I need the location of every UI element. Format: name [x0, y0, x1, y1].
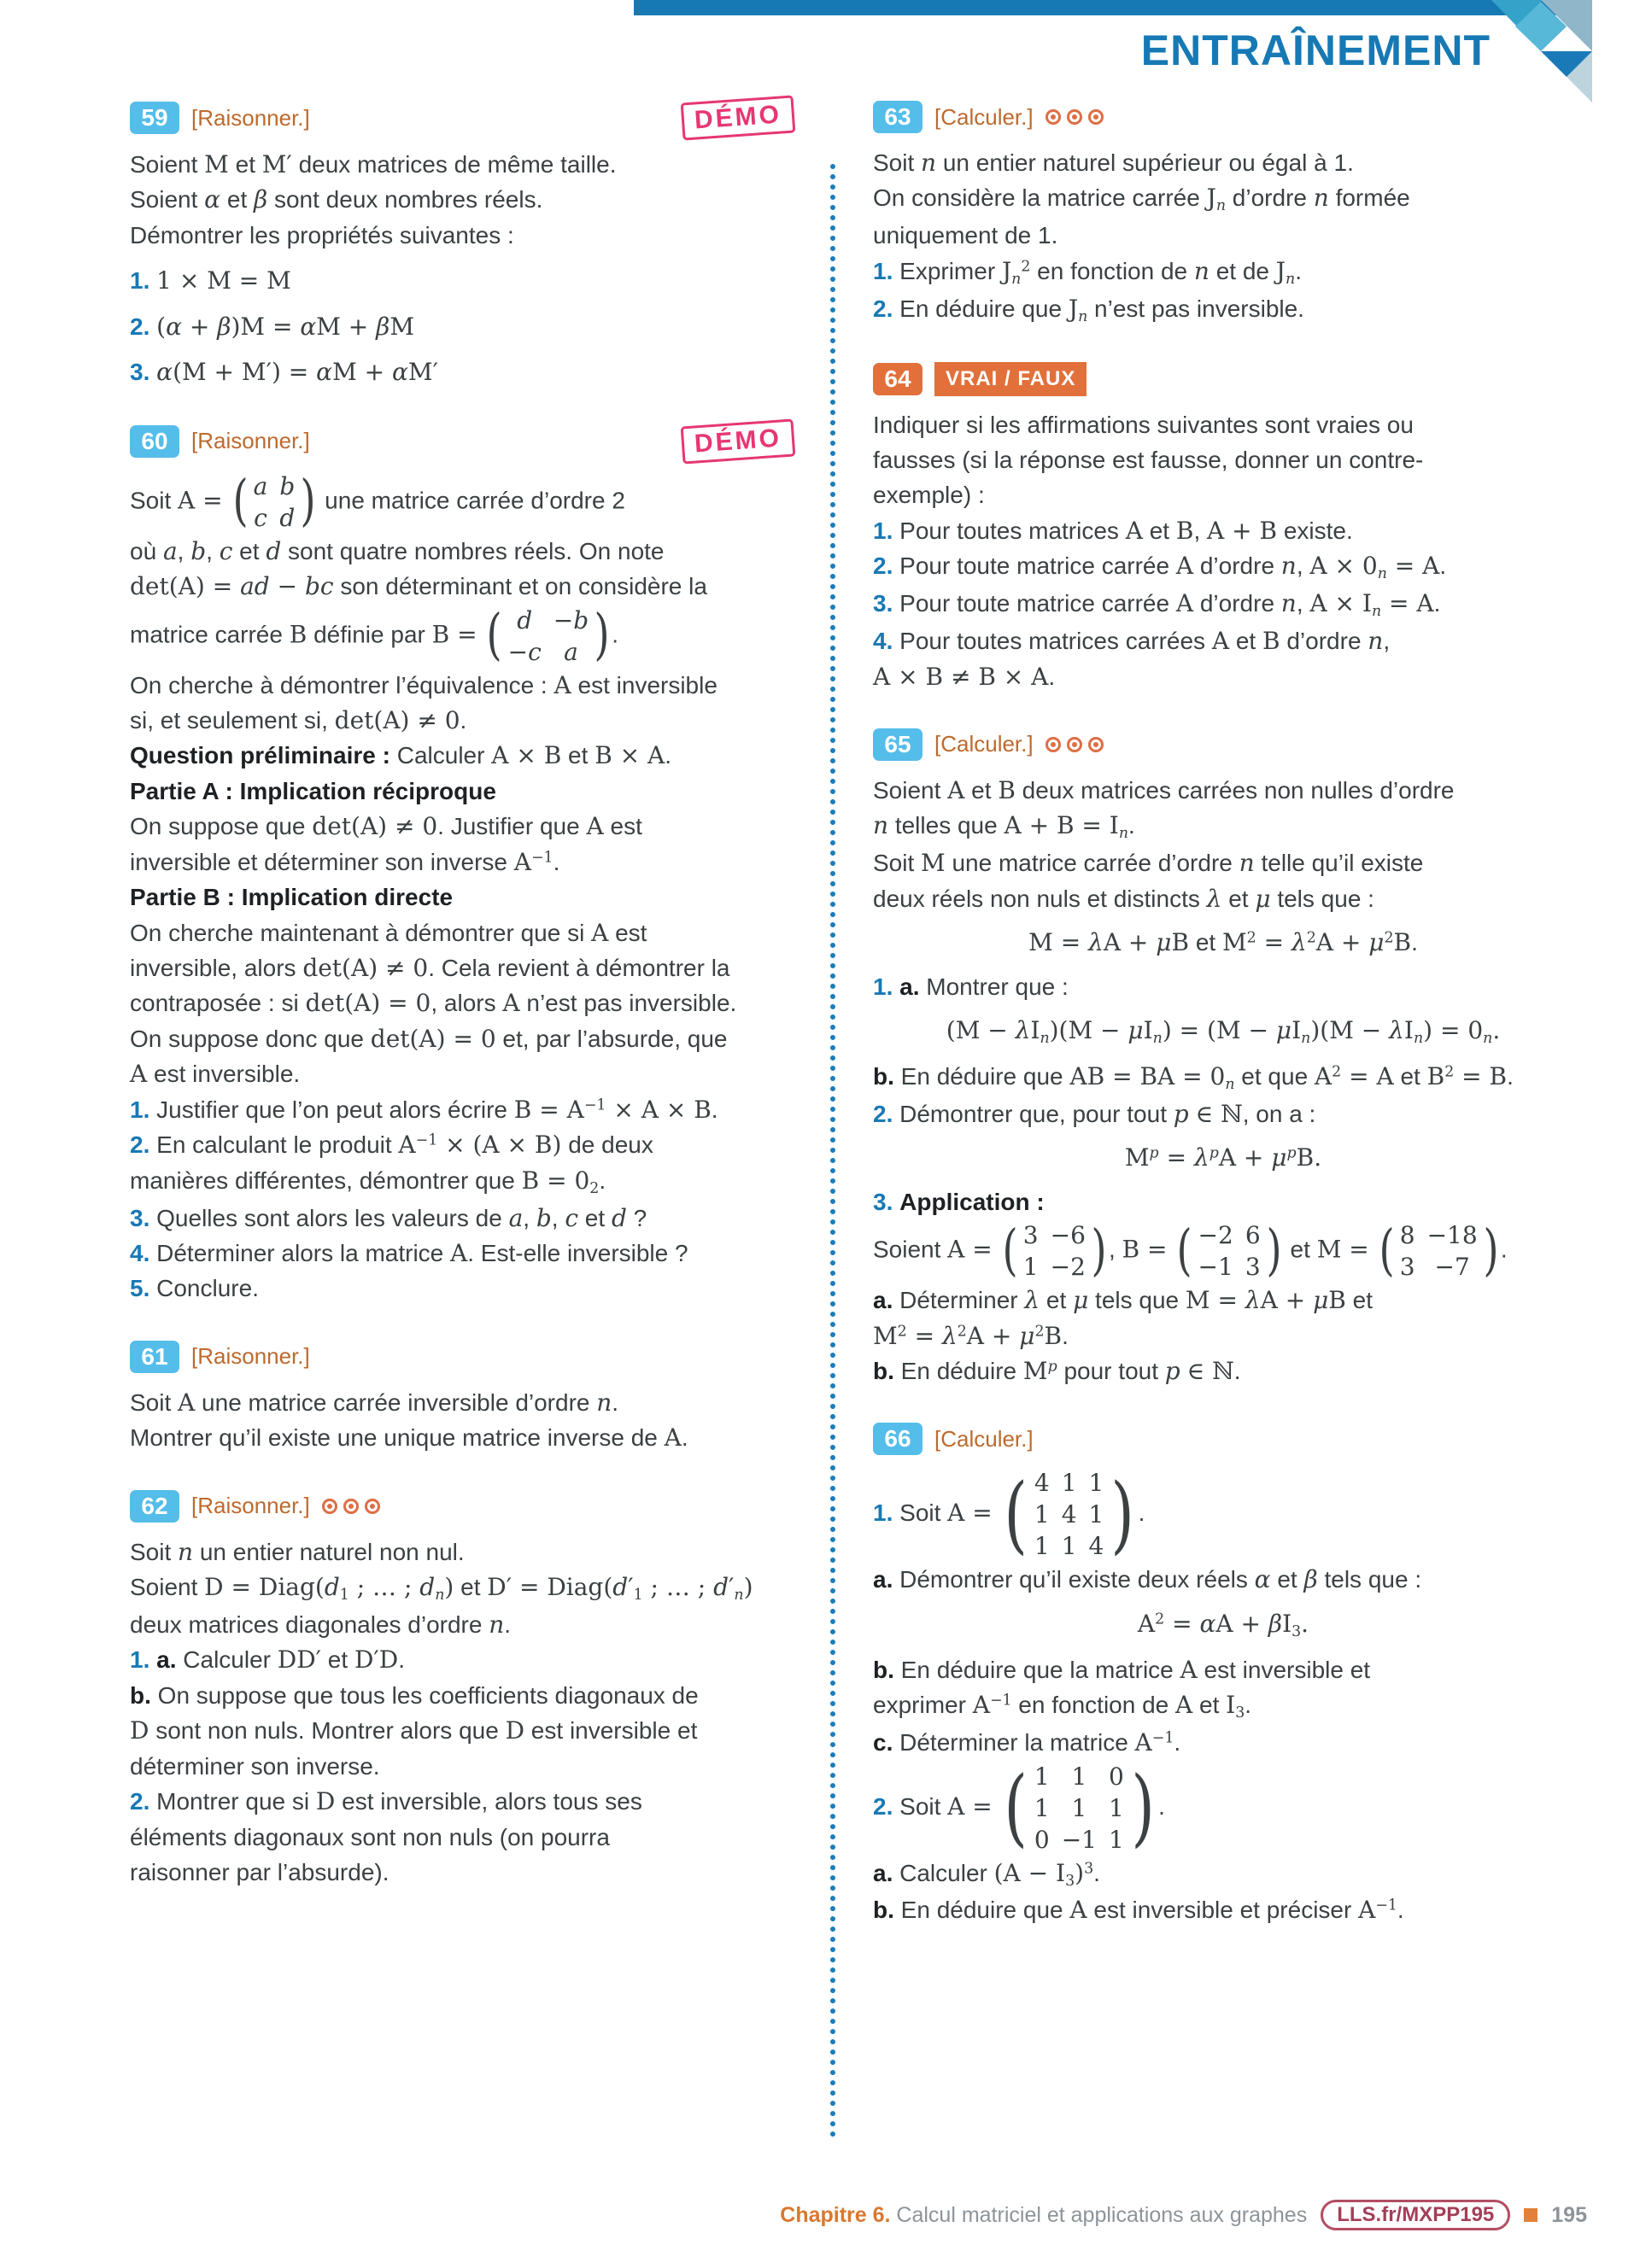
exercise-number-badge: 61 [130, 1341, 179, 1373]
exercise-body [873, 773, 1573, 1388]
text-line: Soit n un entier naturel non nul. [130, 1537, 465, 1566]
text-line: exemple) : [873, 482, 985, 509]
exercise-body [873, 145, 1573, 329]
demo-stamp: DÉMO [681, 95, 796, 140]
text-line: 1. a. Montrer que : [873, 973, 1069, 1000]
exercise-skill-tag: [Raisonner.] [191, 428, 310, 454]
footer-link[interactable]: LLS.fr/MXPP195 [1321, 2200, 1510, 2230]
vrai-faux-chip: VRAI / FAUX [934, 362, 1086, 396]
text-line: inversible, alors det(A) ≠ 0. Cela revient à démontrer la [130, 954, 730, 982]
exercise-59 [130, 99, 800, 390]
column-left [130, 99, 800, 1923]
exercise-number-badge: 62 [130, 1490, 179, 1523]
exercise-61 [130, 1339, 800, 1456]
text-line: a. Déterminer λ et μ tels que M = λA + μB et [873, 1286, 1374, 1315]
text-line: 5. Conclure. [130, 1275, 259, 1302]
text-line: 2. Soit A = ( 1 1 0 1 1 1 0 −1 1 ). [873, 1761, 1573, 1856]
text-line: M = λA + μB et $M^2 = \lambda^2A + \mu^2B$. [1028, 928, 1418, 957]
exercise-body [130, 1534, 800, 1891]
matrix: ( 4 1 1 1 4 1 1 1 4 ) [1003, 1467, 1136, 1562]
text-line: det(A) = ad − bc son déterminant et on considère la [130, 572, 707, 601]
exercise-header [130, 1339, 800, 1375]
text-line: 1. a. Calculer DD′ et D′D. [130, 1645, 405, 1675]
footer-square-icon [1524, 2208, 1538, 2222]
text-line: A est inversible. [130, 1060, 301, 1089]
difficulty-dot-icon [365, 1499, 380, 1514]
difficulty-dot-icon [322, 1499, 337, 1514]
exercise-header [873, 361, 1573, 397]
difficulty-dot-icon [1088, 737, 1104, 752]
text-line: a. Démontrer qu’il existe deux réels α et β tels que : [873, 1565, 1422, 1594]
matrix: ( 3 −6 1 −2 ) [1003, 1219, 1106, 1283]
section-title: ENTRAÎNEMENT [1140, 26, 1491, 74]
text-line: b. On suppose que tous les coefficients diagonaux de [130, 1681, 699, 1709]
exercise-63 [873, 99, 1573, 329]
text-line: contraposée : si det(A) = 0, alors A n’est pas inversible. [130, 989, 737, 1018]
difficulty-dots [1046, 109, 1104, 125]
text-line: 2. Démontrer que, pour tout p ∈ ℕ, on a : [873, 1099, 1316, 1128]
matrix: ( 8 −18 3 −7 ) [1379, 1219, 1498, 1283]
text-line: a. Calculer $(A - I_3)^3$. [873, 1858, 1100, 1890]
matrix: ( d −b −c a ) [487, 605, 609, 668]
text-line: Soient M et M′ deux matrices de même taille. [130, 150, 617, 178]
text-line: Soit n un entier naturel supérieur ou égal à 1. [873, 149, 1354, 177]
exercise-skill-tag: [Raisonner.] [191, 1343, 310, 1370]
exercise-number-badge: 59 [130, 102, 179, 134]
exercise-body [130, 471, 800, 1306]
text-line: $M^p = \lambda^pA + \mu^pB$. [1124, 1143, 1322, 1172]
exercise-60 [130, 423, 800, 1306]
text-line: Soit A une matrice carrée inversible d’ordre n. [130, 1388, 619, 1417]
text-line: c. Déterminer la matrice $A^{-1}$. [873, 1728, 1181, 1757]
text-line: b. En déduire que la matrice A est inversible et [873, 1655, 1371, 1684]
difficulty-dot-icon [1088, 109, 1104, 125]
text-line: D sont non nuls. Montrer alors que D est inversible et [130, 1716, 698, 1745]
matrix: ( 1 1 0 1 1 1 0 −1 1 ) [1003, 1761, 1156, 1856]
footer-chapter [780, 2203, 1307, 2228]
exercise-skill-tag: [Calculer.] [934, 1425, 1034, 1452]
text-line: 3. Quelles sont alors les valeurs de a, b, c et d ? [130, 1203, 647, 1232]
difficulty-dot-icon [1046, 109, 1061, 125]
text-line: 3. α(M + M′) = αM + αM′ [130, 358, 438, 387]
matrix: ( a b c d ) [233, 471, 316, 534]
text-line: $M^2 = \lambda^2A + \mu^2B$. [873, 1321, 1069, 1350]
text-line: Indiquer si les affirmations suivantes sont vraies ou [873, 411, 1414, 438]
text-line: Soient A et B deux matrices carrées non nulles d’ordre [873, 775, 1455, 804]
exercise-65 [873, 727, 1573, 1388]
exercise-number-badge: 64 [873, 363, 922, 395]
text-line: Soient α et β sont deux nombres réels. [130, 185, 543, 214]
text-line: 2. Pour toute matrice carrée A d’ordre n, $A \times 0_n = A$. [873, 552, 1447, 583]
text-line: 1. Pour toutes matrices A et B, A + B existe. [873, 516, 1353, 545]
text-line: n telles que $A + B = I_n$. [873, 811, 1135, 843]
difficulty-dot-icon [1067, 737, 1082, 752]
header-rule [634, 0, 1584, 15]
exercise-header [873, 99, 1573, 135]
text-line: 2. En déduire que $J_n$ n’est pas inversible. [873, 294, 1304, 325]
text-line: On considère la matrice carrée $J_n$ d’ordre n formée [873, 184, 1410, 215]
matrix: ( −2 6 −1 3 ) [1177, 1219, 1280, 1283]
text-line: où a, b, c et d sont quatre nombres réels. On note [130, 536, 665, 565]
text-line: 4. Déterminer alors la matrice A. Est-elle inversible ? [130, 1238, 688, 1267]
text-line: On suppose donc que det(A) = 0 et, par l’absurde, que [130, 1024, 728, 1053]
exercise-header [130, 423, 800, 460]
text-line: Montrer qu’il existe une unique matrice inverse de A. [130, 1423, 688, 1453]
exercise-header [130, 1488, 800, 1524]
text-line: 2. Montrer que si D est inversible, alors tous ses [130, 1787, 642, 1816]
text-line: 1. Justifier que l’on peut alors écrire $B = A^{-1} \times A \times B$. [130, 1095, 718, 1124]
text-line: $(M - \lambda I_n)(M - \mu I_n) = (M - \mu I_n)(M - \lambda I_n) = 0_n$. [946, 1016, 1501, 1048]
text-line: Soient $D = Diag(d_1$ ; … ; $d_n$) et $D' = Diag(d'_1$ ; … ; $d'_n$) [130, 1573, 753, 1605]
text-line: exprimer $A^{-1}$ en fonction de A et $I_3$. [873, 1691, 1252, 1722]
text-line: Partie A : Implication réciproque [130, 777, 496, 804]
text-line: 1. Exprimer $J_n^2$ en fonction de n et de $J_n$. [873, 256, 1302, 288]
exercise-number-badge: 63 [873, 101, 922, 133]
column-right [873, 99, 1573, 1961]
exercise-header [130, 99, 800, 137]
text-line: On suppose que det(A) ≠ 0. Justifier que A est [130, 812, 642, 841]
text-line: 2. En calculant le produit $A^{-1} \times (A \times B)$ de deux [130, 1131, 653, 1160]
exercise-header [873, 727, 1573, 763]
text-line: A × B ≠ B × A. [873, 662, 1056, 691]
text-line: On cherche à démontrer l’équivalence : A est inversible [130, 670, 718, 699]
exercise-skill-tag: [Raisonner.] [191, 104, 310, 131]
footer-chapter-title: Calcul matriciel et applications aux graphes [890, 2202, 1308, 2227]
exercise-number-badge: 65 [873, 728, 922, 761]
text-line: si, et seulement si, det(A) ≠ 0. [130, 705, 467, 734]
exercise-skill-tag: [Calculer.] [934, 103, 1034, 130]
text-line: 3. Pour toute matrice carrée A d’ordre n, $A \times I_n = A$. [873, 589, 1441, 621]
text-line: Démontrer les propriétés suivantes : [130, 221, 514, 248]
exercise-header [873, 1421, 1573, 1457]
difficulty-dot-icon [343, 1499, 359, 1514]
text-line: déterminer son inverse. [130, 1752, 380, 1780]
text-line: Soit M une matrice carrée d’ordre n telle qu’il existe [873, 849, 1424, 878]
column-divider [830, 164, 835, 2138]
exercise-skill-tag: [Raisonner.] [191, 1493, 310, 1519]
text-line: Soient A = ( 3 −6 1 −2 ), B = ( −2 6 −1 3 ) et M = ( 8 −18 3 −7 ). [873, 1219, 1573, 1283]
text-line: manières différentes, démontrer que $B = 0_2$. [130, 1166, 606, 1197]
demo-stamp: DÉMO [681, 418, 796, 464]
text-line: b. En déduire $M^p$ pour tout p ∈ ℕ. [873, 1357, 1241, 1385]
text-line: deux réels non nuls et distincts λ et μ tels que : [873, 884, 1374, 913]
text-line: 1. Soit A = ( 4 1 1 1 4 1 1 1 4 ). [873, 1467, 1573, 1562]
text-line: Question préliminaire : Calculer A × B et B × A. [130, 741, 672, 770]
text-line: inversible et déterminer son inverse $A^{-1}$. [130, 847, 560, 876]
exercise-skill-tag: [Calculer.] [934, 731, 1034, 757]
exercise-number-badge: 60 [130, 425, 179, 458]
text-line: matrice carrée B définie par B = ( d −b −c a ). [130, 605, 800, 668]
exercise-body [130, 1385, 800, 1456]
text-line: b. En déduire que AB = BA = $0_n$ et que $A^2 = A$ et $B^2 = B$. [873, 1061, 1514, 1094]
footer-page-number: 195 [1551, 2202, 1587, 2227]
text-line: On cherche maintenant à démontrer que si A est [130, 918, 647, 947]
text-line: b. En déduire que A est inversible et préciser $A^{-1}$. [873, 1896, 1404, 1925]
exercise-66 [873, 1421, 1573, 1927]
text-line: Soit A = ( a b c d ) une matrice carrée d’ordre 2 [130, 471, 800, 534]
text-line: 3. Application : [873, 1188, 1045, 1215]
exercise-body [873, 1467, 1573, 1927]
difficulty-dot-icon [1067, 109, 1082, 125]
exercise-number-badge: 66 [873, 1423, 922, 1455]
exercise-64 [873, 361, 1573, 694]
difficulty-dots [322, 1499, 380, 1514]
text-line: deux matrices diagonales d’ordre n. [130, 1610, 512, 1640]
text-line: fausses (si la réponse est fausse, donner un contre- [873, 446, 1424, 473]
text-line: $A^2 = \alpha A + \beta I_3$. [1137, 1609, 1309, 1641]
text-line: Partie B : Implication directe [130, 884, 454, 911]
text-line: 1. 1 × M = M [130, 266, 291, 295]
exercise-body [130, 147, 800, 390]
text-line: 2. (α + β)M = αM + βM [130, 312, 415, 341]
difficulty-dot-icon [1046, 737, 1061, 752]
footer-chapter-label: Chapitre 6. [780, 2202, 891, 2227]
page-footer [780, 2200, 1587, 2230]
difficulty-dots [1046, 737, 1104, 752]
exercise-62 [130, 1488, 800, 1891]
text-line: 4. Pour toutes matrices carrées A et B d’ordre n, [873, 627, 1391, 656]
text-line: uniquement de 1. [873, 222, 1058, 249]
text-line: raisonner par l’absurde). [130, 1859, 390, 1886]
text-line: éléments diagonaux sont non nuls (on pourra [130, 1823, 610, 1850]
exercise-body [873, 407, 1573, 694]
corner-decoration-graphic [1488, 0, 1592, 102]
